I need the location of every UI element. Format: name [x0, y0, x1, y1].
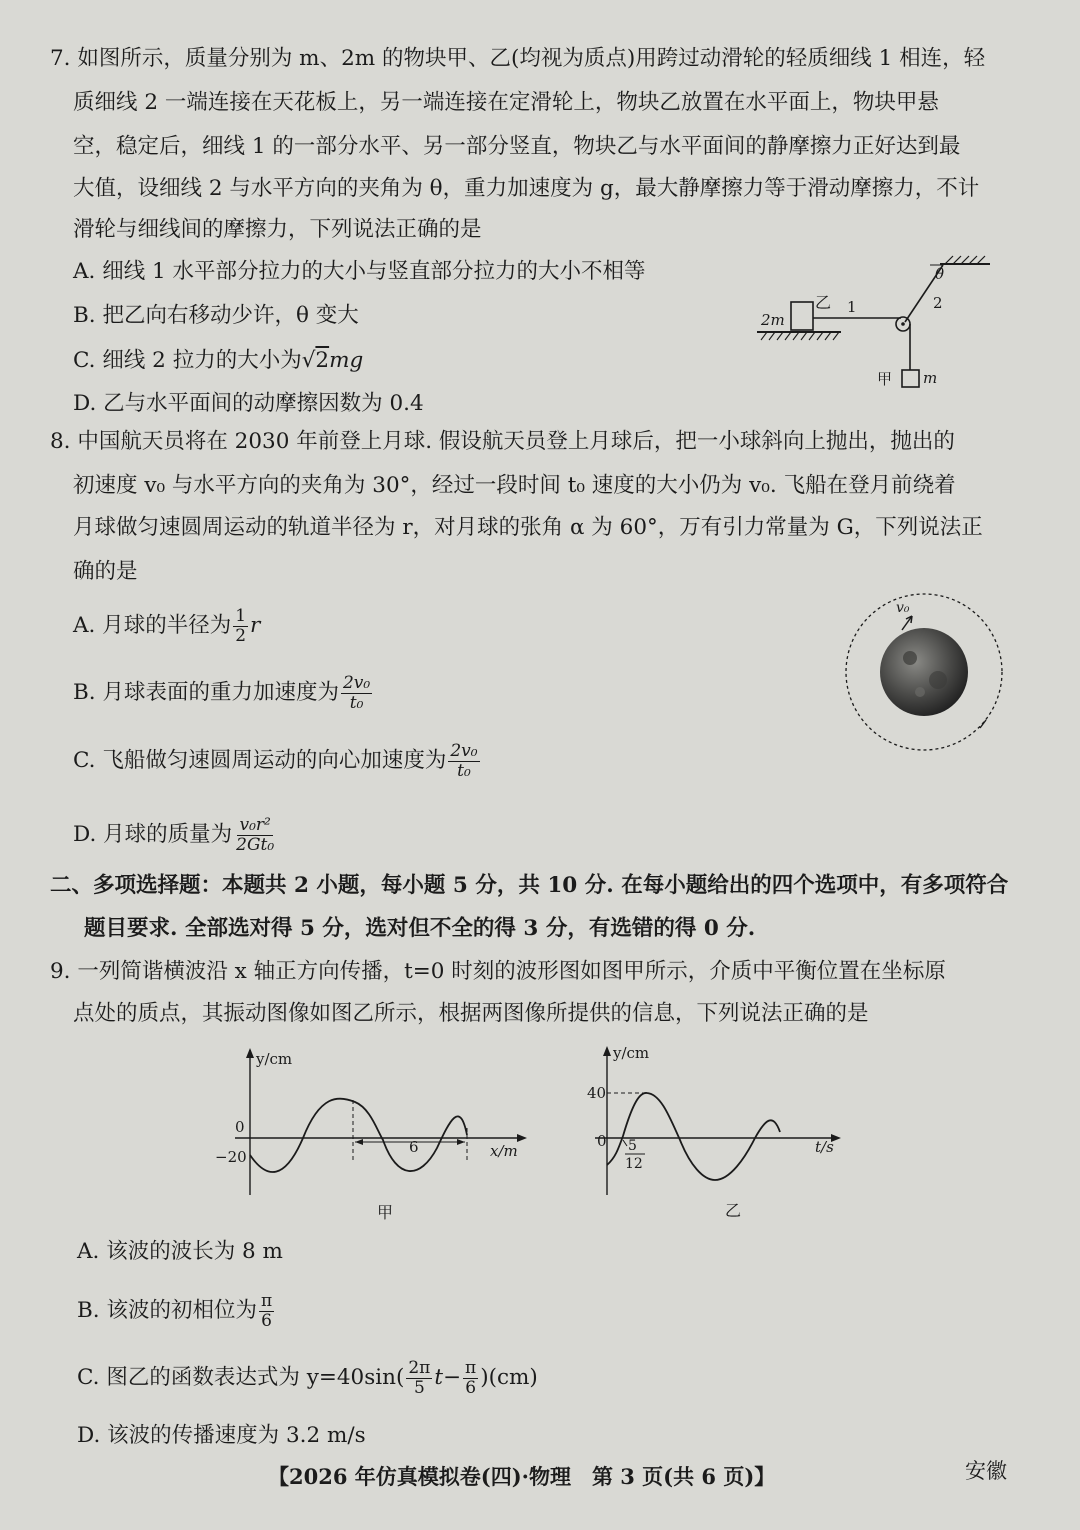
- neg20-label: −20: [215, 1148, 247, 1166]
- x-axis-label: t/s: [815, 1138, 834, 1156]
- q7-option-b: B. 把乙向右移动少许，θ 变大: [73, 303, 359, 328]
- block-yi-mass: 2m: [761, 311, 785, 329]
- block-jia: [902, 370, 919, 387]
- q7-pulley-figure: [755, 252, 1000, 392]
- q7-line-4: 大值，设细线 2 与水平方向的夹角为 θ，重力加速度为 g，最大静摩擦力等于滑动摩擦力，不计: [73, 176, 980, 201]
- q8-line-4: 确的是: [73, 559, 138, 584]
- y-axis-label: y/cm: [256, 1050, 293, 1068]
- orbit-direction-arrow: [980, 720, 986, 728]
- block-yi-label: 乙: [815, 293, 832, 312]
- block-yi: [791, 302, 813, 330]
- region-label: 安徽: [965, 1459, 1007, 1483]
- q8-option-c: C. 飞船做匀速圆周运动的向心加速度为 $\frac{\text{2v₀}}{\text{t₀}}$: [73, 740, 478, 781]
- time-denominator: 12: [625, 1156, 643, 1172]
- amplitude-label: 40: [587, 1084, 607, 1102]
- time-numerator: 5: [628, 1138, 637, 1154]
- q9-option-b: B. 该波的初相位为 $\frac{\pi}{6}$: [77, 1290, 273, 1331]
- graph-yi-caption: 乙: [725, 1201, 742, 1220]
- q7-option-c: C. 细线 2 拉力的大小为√2mg: [73, 348, 364, 373]
- page-footer: 【2026 年仿真模拟卷(四)·物理 第 3 页(共 6 页)】: [268, 1464, 776, 1489]
- wave-curve: [250, 1099, 467, 1172]
- y-axis-label: y/cm: [613, 1044, 650, 1062]
- q7-line-5: 滑轮与细线间的摩擦力，下列说法正确的是: [73, 217, 482, 242]
- origin-label: 0: [235, 1118, 245, 1136]
- distance-label: 6: [409, 1138, 419, 1156]
- q8-option-a: A. 月球的半径为 $\frac{1}{2}$ r: [73, 605, 261, 646]
- q8-line-3: 月球做匀速圆周运动的轨道半径为 r，对月球的张角 α 为 60°，万有引力常量为 G，下列说法正: [73, 515, 983, 540]
- block-jia-mass: m: [923, 369, 938, 387]
- moon: [880, 628, 968, 716]
- time-marker-line: [623, 1140, 627, 1146]
- q9-vibration-graph-yi: [585, 1040, 850, 1225]
- q7-line-2: 质细线 2 一端连接在天花板上，另一端连接在定滑轮上，物块乙放置在水平面上，物块甲悬: [73, 90, 939, 115]
- x-axis-label: x/m: [490, 1142, 518, 1160]
- section-2-line-2: 题目要求. 全部选对得 5 分，选对但不全的得 3 分，有选错的得 0 分.: [84, 916, 756, 941]
- q9-option-c: C. 图乙的函数表达式为 y=40sin( $\frac{2\pi}{5}$ t− $\frac{\pi}{6}$ )(cm): [77, 1357, 538, 1398]
- q9-option-a: A. 该波的波长为 8 m: [77, 1239, 283, 1264]
- ceiling: [940, 256, 990, 264]
- q7-option-a: A. 细线 1 水平部分拉力的大小与竖直部分拉力的大小不相等: [73, 259, 646, 284]
- theta-label: θ: [935, 265, 945, 283]
- q7-line-3: 空，稳定后，细线 1 的一部分水平、另一部分竖直，物块乙与水平面间的静摩擦力正好达到最: [73, 134, 961, 159]
- q8-line-2: 初速度 v₀ 与水平方向的夹角为 30°，经过一段时间 t₀ 速度的大小仍为 v₀. 飞船在登月前绕着: [73, 473, 956, 498]
- q8-moon-orbit-figure: [840, 588, 1010, 758]
- q9-line-2: 点处的质点，其振动图像如图乙所示，根据两图像所提供的信息，下列说法正确的是: [73, 1001, 869, 1026]
- q9-line-1: 9. 一列简谐横波沿 x 轴正方向传播，t=0 时刻的波形图如图甲所示，介质中平衡位置在坐标原: [50, 959, 946, 984]
- v0-label: v₀: [896, 600, 910, 616]
- string-1-label: 1: [847, 298, 857, 316]
- floor: [757, 332, 841, 340]
- q8-option-b: B. 月球表面的重力加速度为 $\frac{\text{2v₀}}{\text{t₀}}$: [73, 672, 371, 713]
- graph-jia-caption: 甲: [377, 1203, 394, 1222]
- q7-line-1: 7. 如图所示，质量分别为 m、2m 的物块甲、乙(均视为质点)用跨过动滑轮的轻质细线 1 相连，轻: [50, 46, 986, 71]
- q9-option-d: D. 该波的传播速度为 3.2 m/s: [77, 1423, 366, 1448]
- q8-line-1: 8. 中国航天员将在 2030 年前登上月球. 假设航天员登上月球后，把一小球斜向上抛出，抛出的: [50, 429, 955, 454]
- q8-option-d: D. 月球的质量为 $\frac{\text{v₀r²}}{\text{2Gt₀}}$: [73, 814, 275, 855]
- block-jia-label: 甲: [877, 370, 893, 388]
- origin-label: 0: [597, 1132, 607, 1150]
- q7-option-d: D. 乙与水平面间的动摩擦因数为 0.4: [73, 391, 424, 416]
- section-2-line-1: 二、多项选择题：本题共 2 小题，每小题 5 分，共 10 分. 在每小题给出的四个选项中，有多项符合: [50, 873, 1009, 898]
- q9-wave-graph-jia: [205, 1040, 535, 1225]
- string-2-label: 2: [933, 294, 943, 312]
